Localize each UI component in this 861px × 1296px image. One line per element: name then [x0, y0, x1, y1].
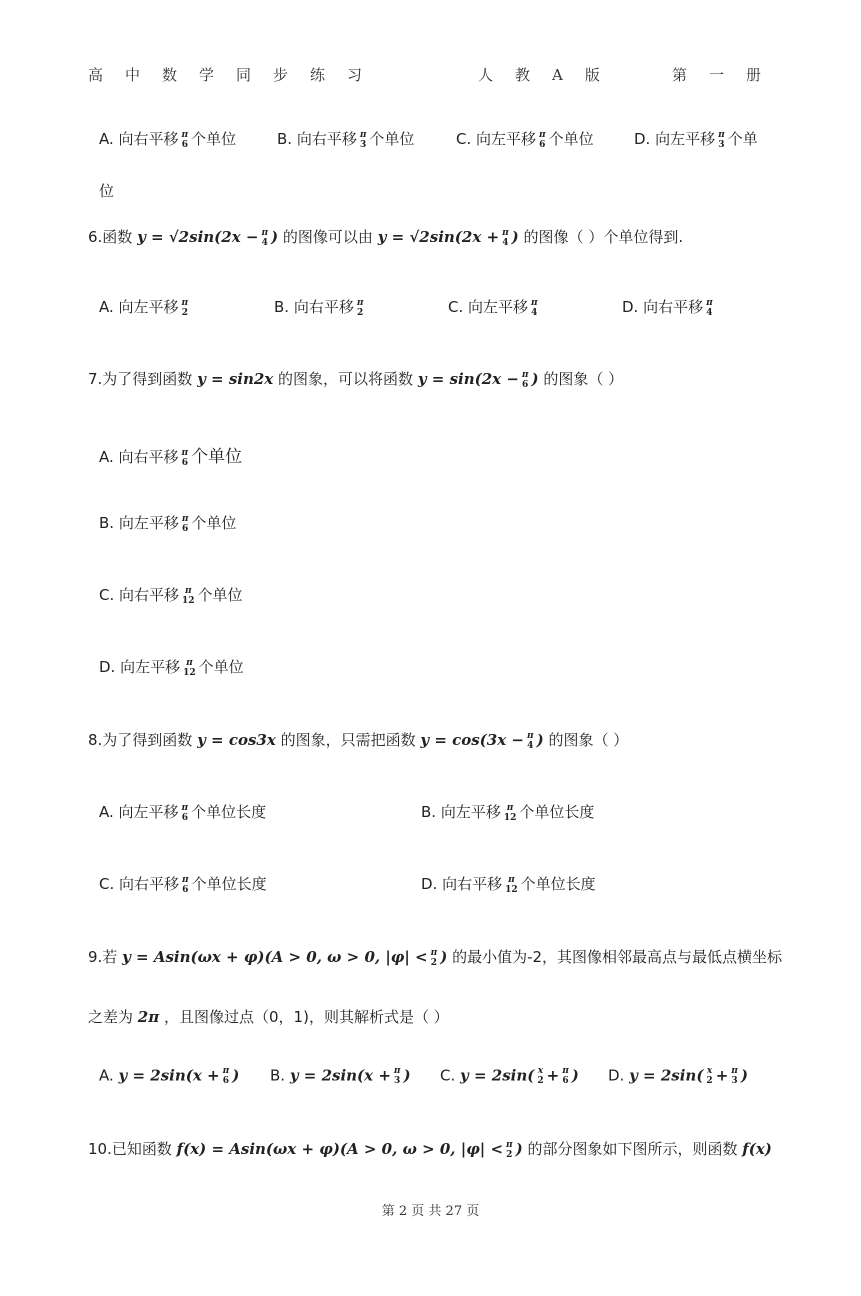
header-middle: 人教A版: [478, 66, 622, 84]
q5-option-d: D. 向左平移 π 3 个单: [634, 129, 758, 150]
q7-option-a: A. 向右平移 π 6 个单位: [99, 447, 243, 468]
q9-option-a: A. y = 2sin(x + π 6 ): [99, 1066, 240, 1086]
q5-option-a: A. 向右平移 π 6 个单位: [99, 129, 237, 150]
q8-option-d: D. 向右平移 π 12 个单位长度: [421, 874, 596, 895]
q6-option-b: B. 向右平移 π 2: [274, 297, 364, 318]
q6-option-c: C. 向左平移 π 4: [448, 297, 538, 318]
q9-option-b: B. y = 2sin(x + π 3 ): [270, 1066, 411, 1086]
q6-option-d: D. 向右平移 π 4: [622, 297, 713, 318]
q9-option-c: C. y = 2sin( x 2 + π 6 ): [440, 1066, 579, 1086]
q9-option-d: D. y = 2sin( x 2 + π 3 ): [608, 1066, 748, 1086]
question-6: 6.函数 y = √2sin(2x − π 4 ) 的图像可以由 y = √2sin(2x + π 4 ) 的图像（ ）个单位得到.: [88, 227, 684, 248]
q7-option-b: B. 向左平移 π 6 个单位: [99, 513, 237, 534]
question-10: 10.已知函数 f(x) = Asin(ωx + φ)(A > 0, ω > 0, |φ| < π 2 ) 的部分图象如下图所示，则函数 f(x): [88, 1139, 772, 1160]
formula: y = √2sin(2x −: [137, 228, 259, 246]
q8-option-c: C. 向右平移 π 6 个单位长度: [99, 874, 267, 895]
q7-option-d: D. 向左平移 π 12 个单位: [99, 657, 244, 678]
header-left: 高中数学同步练习: [88, 66, 385, 84]
page-footer: 第 2 页 共 27 页: [381, 1204, 480, 1219]
fraction: π 6: [181, 129, 189, 150]
q7-option-c: C. 向右平移 π 12 个单位: [99, 585, 243, 606]
q5-option-c: C. 向左平移 π 6 个单位: [456, 129, 594, 150]
question-8: 8.为了得到函数 y = cos3x 的图象，只需把函数 y = cos(3x − π 4 ) 的图象（ ）: [88, 730, 629, 751]
q6-option-a: A. 向左平移 π 2: [99, 297, 189, 318]
question-9-line-1: 9.若 y = Asin(ωx + φ)(A > 0, ω > 0, |φ| < π 2 ) 的最小值为-2，其图像相邻最高点与最低点横坐标: [88, 947, 783, 968]
q8-option-a: A. 向左平移 π 6 个单位长度: [99, 802, 267, 823]
header-right: 第一册: [672, 66, 784, 84]
question-7: 7.为了得到函数 y = sin2x 的图象，可以将函数 y = sin(2x − π 6 ) 的图象（ ）: [88, 369, 624, 390]
q5-option-d-wrap: 位: [99, 182, 115, 200]
q8-option-b: B. 向左平移 π 12 个单位长度: [421, 802, 595, 823]
question-9-line-2: 之差为 2π ，且图像过点（0，1)，则其解析式是（ ）: [88, 1008, 449, 1026]
q5-option-b: B. 向右平移 π 3 个单位: [277, 129, 415, 150]
